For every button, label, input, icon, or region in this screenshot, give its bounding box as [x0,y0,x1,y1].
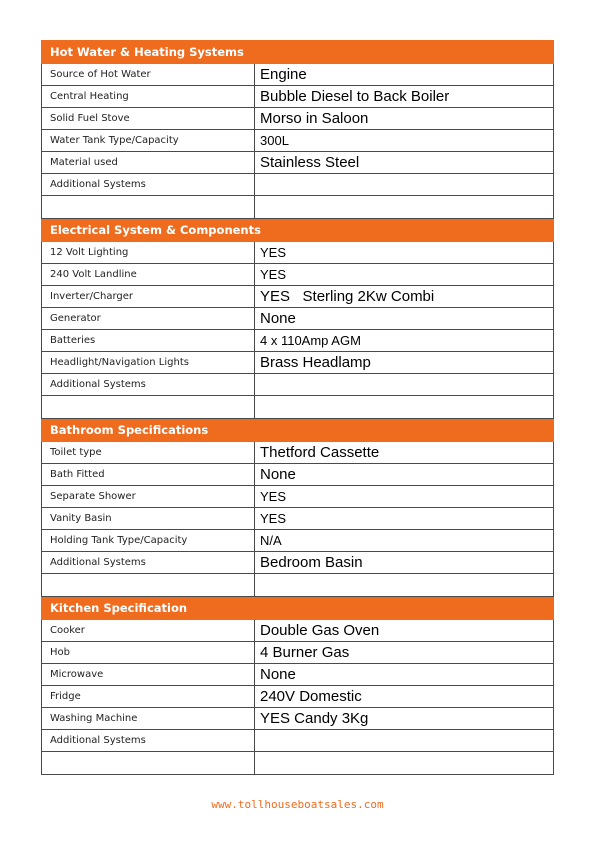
spec-row [42,730,554,752]
spec-row [42,508,554,530]
spec-row [42,330,554,352]
spec-label: Material used [42,152,255,174]
blank-cell [42,752,255,775]
spec-value: YES [255,508,554,530]
spec-value: YES [255,486,554,508]
spec-label: Microwave [42,664,255,686]
spec-row [42,486,554,508]
section-title: Electrical System & Components [42,219,554,242]
spec-label: Separate Shower [42,486,255,508]
blank-cell [255,574,554,597]
spec-row [42,530,554,552]
spec-label: Headlight/Navigation Lights [42,352,255,374]
spec-label: Water Tank Type/Capacity [42,130,255,152]
spec-value: Bubble Diesel to Back Boiler [255,86,554,108]
spec-value: Engine [255,64,554,86]
blank-row [42,574,554,597]
spec-row [42,708,554,730]
spec-label: Additional Systems [42,374,255,396]
spec-row [42,464,554,486]
spec-label: Holding Tank Type/Capacity [42,530,255,552]
spec-label: Cooker [42,620,255,642]
blank-cell [42,574,255,597]
spec-label: Central Heating [42,86,255,108]
spec-row [42,642,554,664]
spec-row [42,620,554,642]
spec-value: 240V Domestic [255,686,554,708]
blank-row [42,396,554,419]
spec-value: Brass Headlamp [255,352,554,374]
spec-label: Generator [42,308,255,330]
spec-row [42,130,554,152]
blank-cell [255,752,554,775]
spec-row [42,352,554,374]
specification-table [41,40,554,775]
blank-cell [42,396,255,419]
spec-row [42,552,554,574]
spec-row [42,152,554,174]
spec-value: N/A [255,530,554,552]
section-title: Hot Water & Heating Systems [42,41,554,64]
spec-value: Double Gas Oven [255,620,554,642]
spec-value: Stainless Steel [255,152,554,174]
spec-label: Additional Systems [42,730,255,752]
spec-label: Inverter/Charger [42,286,255,308]
spec-row [42,86,554,108]
spec-value: None [255,308,554,330]
spec-value: None [255,664,554,686]
spec-value [255,730,554,752]
spec-label: Additional Systems [42,174,255,196]
spec-row [42,264,554,286]
spec-value: Morso in Saloon [255,108,554,130]
section-title: Kitchen Specification [42,597,554,620]
spec-label: Toilet type [42,442,255,464]
section-header-kitchen [42,597,554,620]
spec-label: Washing Machine [42,708,255,730]
blank-cell [255,196,554,219]
spec-label: Solid Fuel Stove [42,108,255,130]
spec-value: Thetford Cassette [255,442,554,464]
spec-value [255,174,554,196]
spec-value: YES Candy 3Kg [255,708,554,730]
section-header-bathroom [42,419,554,442]
spec-row [42,286,554,308]
footer-url[interactable]: www.tollhouseboatsales.com [211,798,384,811]
spec-label: Vanity Basin [42,508,255,530]
spec-row [42,664,554,686]
spec-label: Additional Systems [42,552,255,574]
spec-value: Bedroom Basin [255,552,554,574]
spec-label: Bath Fitted [42,464,255,486]
section-title: Bathroom Specifications [42,419,554,442]
spec-label: Source of Hot Water [42,64,255,86]
spec-row [42,686,554,708]
spec-value [255,374,554,396]
spec-value: None [255,464,554,486]
spec-row [42,374,554,396]
spec-label: Hob [42,642,255,664]
spec-label: Batteries [42,330,255,352]
section-header-electrical [42,219,554,242]
spec-value: 4 x 110Amp AGM [255,330,554,352]
spec-row [42,242,554,264]
spec-value: YES [255,264,554,286]
blank-cell [255,396,554,419]
section-header-hot-water [42,41,554,64]
spec-value: YES Sterling 2Kw Combi [255,286,554,308]
blank-row [42,196,554,219]
spec-value: YES [255,242,554,264]
blank-cell [42,196,255,219]
spec-label: 240 Volt Landline [42,264,255,286]
spec-row [42,64,554,86]
blank-row [42,752,554,775]
spec-label: 12 Volt Lighting [42,242,255,264]
spec-row [42,442,554,464]
spec-value: 4 Burner Gas [255,642,554,664]
spec-label: Fridge [42,686,255,708]
spec-row [42,108,554,130]
spec-value: 300L [255,130,554,152]
spec-row [42,308,554,330]
spec-row [42,174,554,196]
